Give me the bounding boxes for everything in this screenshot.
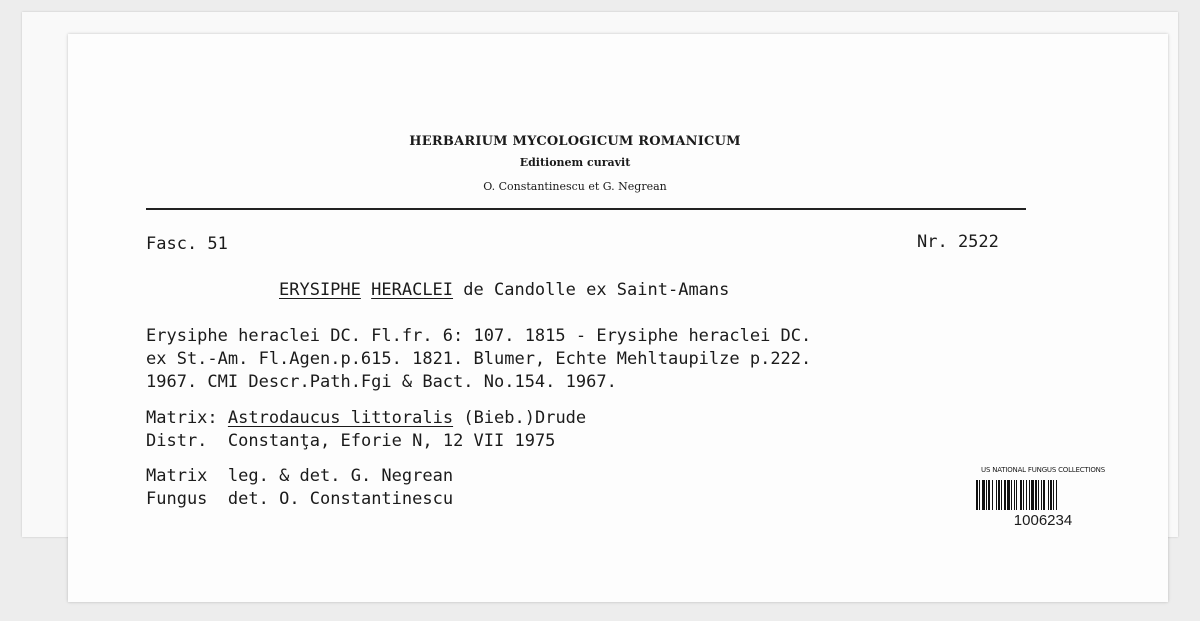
herbarium-subtitle: Editionem curavit: [519, 156, 631, 169]
distribution-value: Constanţa, Eforie N, 12 VII 1975: [227, 431, 556, 451]
herbarium-title: HERBARIUM MYCOLOGICUM ROMANICUM: [409, 134, 741, 149]
barcode-label: [970, 466, 1116, 529]
citation-line-2: ex St.-Am. Fl.Agen.p.615. 1821. Blumer, Echte Mehltaupilze p.222.: [146, 349, 812, 369]
herbarium-editors: O. Constantinescu et G. Negrean: [483, 180, 667, 193]
species-name: [279, 282, 729, 299]
collector-line-1: [146, 468, 453, 485]
citation-line-3: 1967. CMI Descr.Path.Fgi & Bact. No.154. 1967.: [146, 372, 617, 392]
barcode-bars: [976, 480, 1110, 510]
determiner-value: det. O. Constantinescu: [227, 489, 454, 509]
collector-label: Matrix: [146, 466, 208, 486]
host-name: Astrodaucus littoralis: [227, 408, 454, 428]
distribution-line: [146, 433, 555, 450]
distribution-label: Distr.: [146, 431, 208, 451]
determiner-label: Fungus: [146, 489, 208, 509]
barcode-number: 1006234: [1013, 512, 1073, 529]
fascicle-number: Fasc. 51: [146, 234, 228, 254]
citation-line-1: Erysiphe heraclei DC. Fl.fr. 6: 107. 1815 - Erysiphe heraclei DC.: [146, 326, 812, 346]
host-authority: (Bieb.)Drude: [463, 408, 587, 428]
barcode-institution: US NATIONAL FUNGUS COLLECTIONS: [981, 466, 1105, 474]
species-authority: de Candolle ex Saint-Amans: [463, 280, 730, 300]
species-epithet: HERACLEI: [371, 280, 454, 300]
header-divider: [146, 208, 1026, 210]
genus-name: ERYSIPHE: [279, 280, 361, 300]
matrix-line: [146, 410, 586, 427]
collector-value: leg. & det. G. Negrean: [227, 466, 454, 486]
matrix-label: Matrix:: [146, 408, 218, 428]
collector-line-2: [146, 491, 453, 508]
barcode-stripe: [1057, 480, 1059, 510]
exsiccata-number: Nr. 2522: [917, 232, 999, 252]
